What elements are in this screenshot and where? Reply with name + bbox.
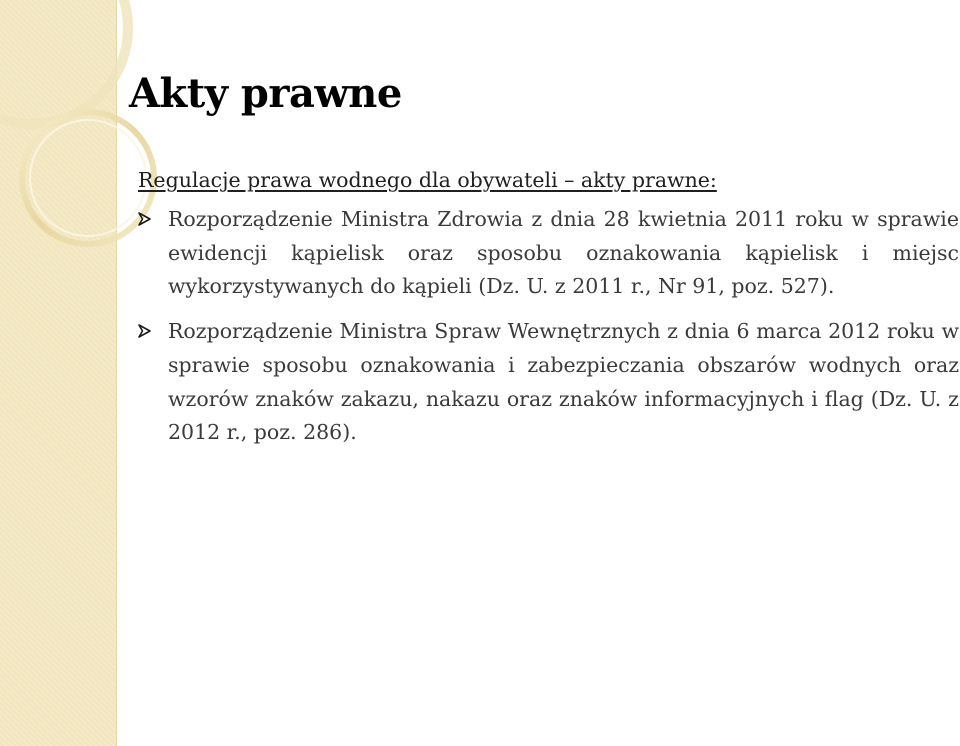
list-item <box>137 315 959 450</box>
subtitle: Regulacje prawa wodnego dla obywateli – akty prawne: <box>138 168 717 192</box>
page-title: Akty prawne <box>129 70 402 117</box>
arrow-bullet-icon <box>137 323 153 339</box>
list-item-text: Rozporządzenie Ministra Zdrowia z dnia 28 kwietnia 2011 roku w sprawie ewidencji kąpielisk oraz sposobu oznakowania kąpielisk i miejsc wykorzystywanych do kąpieli (Dz. U. z 2011 r., Nr 91, poz. 527). <box>168 207 959 299</box>
list-item <box>137 203 959 304</box>
list-item-text: Rozporządzenie Ministra Spraw Wewnętrznych z dnia 6 marca 2012 roku w sprawie sposobu oznakowania i zabezpieczania obszarów wodnych oraz wzorów znaków zakazu, nakazu oraz znaków informacyjnych i flag (Dz. U. z 2012 r., poz. 286). <box>168 319 959 445</box>
arrow-bullet-icon <box>137 211 153 227</box>
legal-acts-list <box>137 203 959 461</box>
